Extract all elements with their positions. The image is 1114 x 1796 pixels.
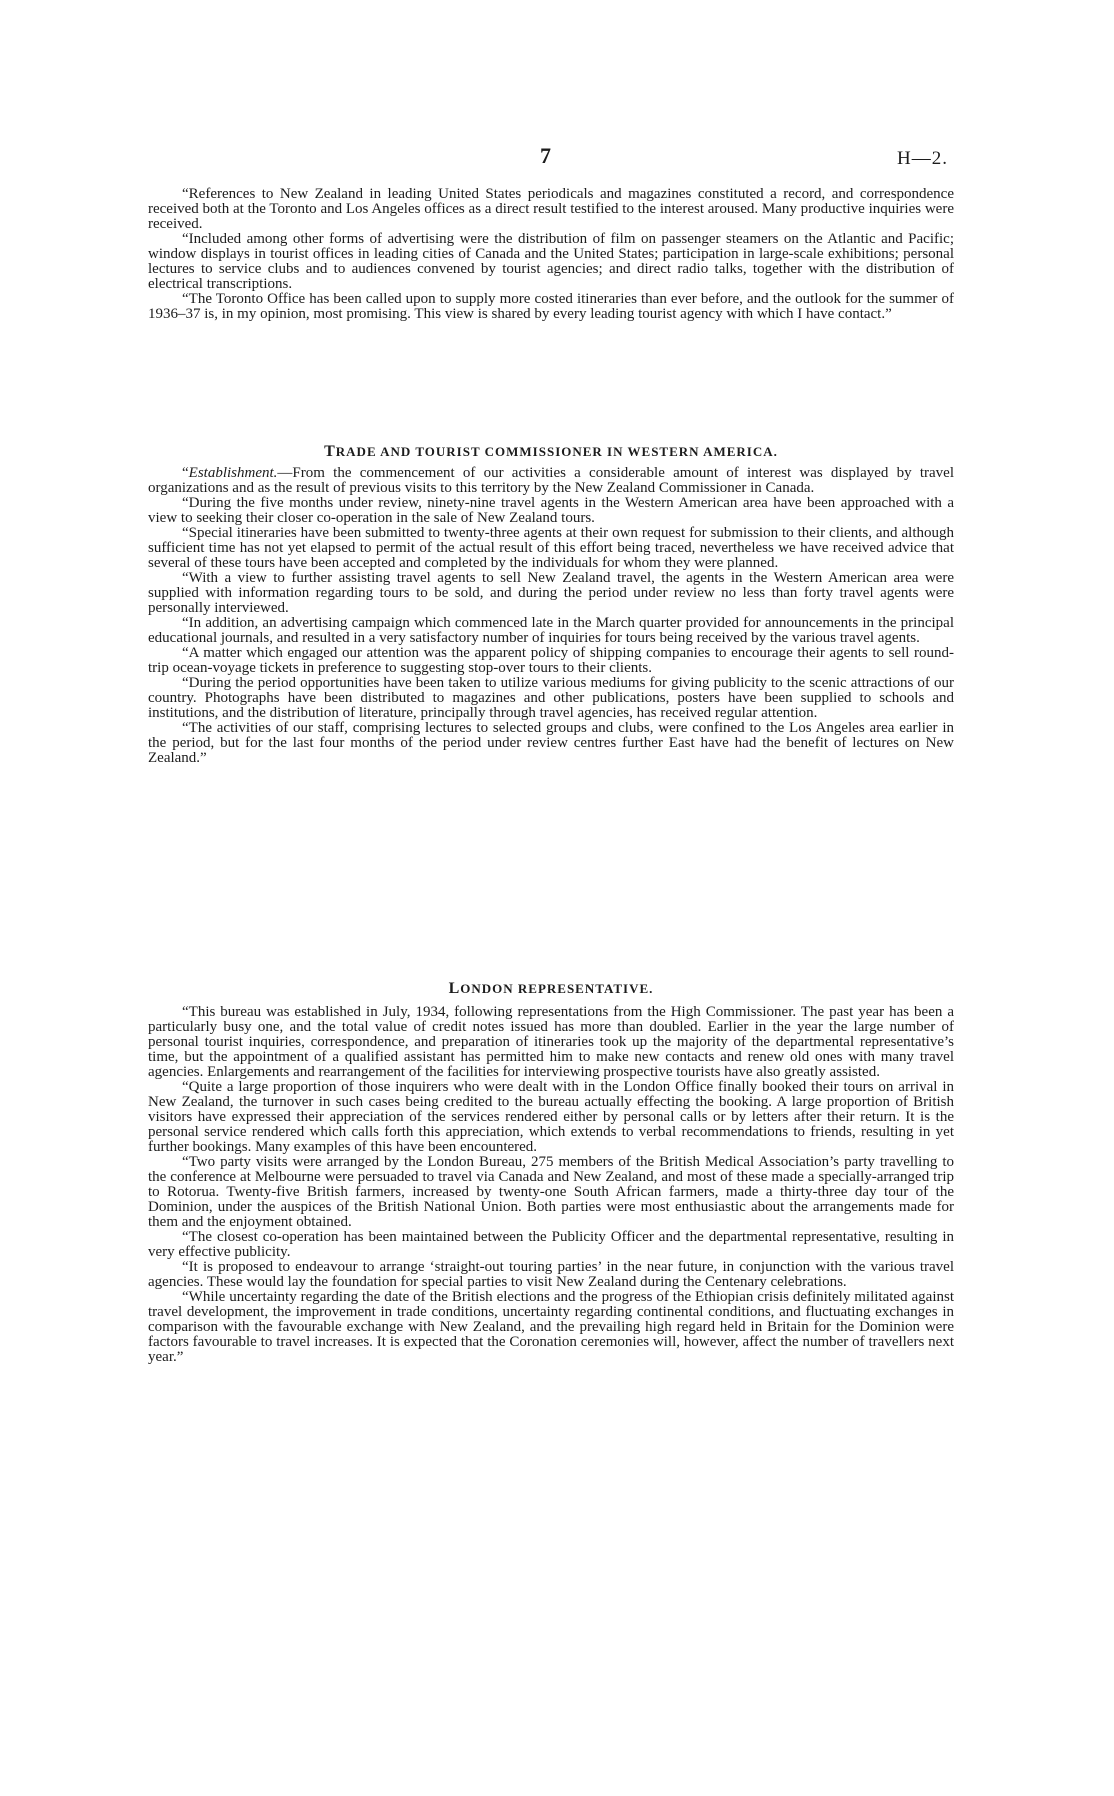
paragraph: “References to New Zealand in leading United States periodicals and magazines constituted a record, and correspondence received both at the Toronto and Los Angeles offices as a direct result testified to the interest aroused. Many productive inquiries were received. bbox=[148, 186, 954, 232]
paragraph: “The closest co-operation has been maintained between the Publicity Officer and the departmental representative, resulting in very effective publicity. bbox=[148, 1229, 954, 1260]
paragraph: “It is proposed to endeavour to arrange ‘straight-out touring parties’ in the near future, in conjunction with the various travel agencies. These would lay the foundation for special parties to visit New Zealand during the Centenary celebrations. bbox=[148, 1259, 954, 1290]
paragraph-lead-in: Establishment. bbox=[188, 465, 278, 481]
paragraph: “While uncertainty regarding the date of the British elections and the progress of the Ethiopian crisis definitely militated against travel development, the improvement in trade conditions, uncertainty regarding continental conditions, and fluctuating exchanges in comparison with the favourable exchange with New Zealand, and the prevailing high regard held in Britain for the Dominion were factors favourable to travel increases. It is expected that the Coronation ceremonies will, however, affect the number of travellers next year.” bbox=[148, 1289, 954, 1365]
paragraph: “Two party visits were arranged by the London Bureau, 275 members of the British Medical Association’s party travelling to the conference at Melbourne were persuaded to travel via Canada and New Zealand, and most of these made a specially-arranged trip to Rotorua. Twenty-five British farmers, increased by twenty-one South African farmers, made a thirty-three day tour of the Dominion, under the auspices of the British National Union. Both parties were most enthusiastic about the arrangements made for them and the enjoyment obtained. bbox=[148, 1154, 954, 1230]
document-reference: H—2. bbox=[897, 148, 948, 169]
opening-quote: “ bbox=[182, 465, 189, 481]
page-number: 7 bbox=[540, 143, 551, 168]
paragraph bbox=[148, 466, 954, 496]
paragraph: “Quite a large proportion of those inquirers who were dealt with in the London Office finally booked their tours on arrival in New Zealand, the turnover in such cases being credited to the bureau actually effecting the booking. A large proportion of British visitors have expressed their appreciation of the services rendered either by personal calls or by letters after their return. It is the personal service rendered which calls forth this appreciation, which extends to verbal recommendations to friends, resulting in yet further bookings. Many examples of this have been encountered. bbox=[148, 1079, 954, 1155]
paragraph: “During the five months under review, ninety-nine travel agents in the Western American area have been approached with a view to seeking their closer co-operation in the sale of New Zealand tours. bbox=[148, 495, 954, 526]
section-heading: TRADE AND TOURIST COMMISSIONER IN WESTERN AMERICA. bbox=[324, 443, 778, 460]
paragraph: “Special itineraries have been submitted to twenty-three agents at their own request for submission to their clients, and although sufficient time has not yet elapsed to permit of the actual result of this effort being traced, nevertheless we have received advice that several of these tours have been accepted and completed by the individuals for whom they were planned. bbox=[148, 525, 954, 571]
london-representative-section bbox=[148, 980, 954, 1365]
paragraph: “The activities of our staff, comprising lectures to selected groups and clubs, were confined to the Los Angeles area earlier in the period, but for the last four months of the period under review centres further East have had the benefit of lectures on New Zealand.” bbox=[148, 720, 954, 766]
toronto-office-section bbox=[148, 187, 954, 322]
paragraph: “During the period opportunities have been taken to utilize various mediums for giving publicity to the scenic attractions of our country. Photographs have been distributed to magazines and other publications, posters have been supplied to schools and institutions, and the distribution of literature, principally through travel agencies, has received regular attention. bbox=[148, 675, 954, 721]
paragraph-text: —From the commencement of our activities a considerable amount of interest was displayed by travel organizations and as the result of previous visits to this territory by the New Zealand Commissioner in Canada. bbox=[148, 465, 954, 496]
section-heading: LONDON REPRESENTATIVE. bbox=[448, 980, 654, 997]
western-america-section bbox=[148, 443, 954, 766]
paragraph: “The Toronto Office has been called upon to supply more costed itineraries than ever before, and the outlook for the summer of 1936–37 is, in my opinion, most promising. This view is shared by every leading tourist agency with which I have contact.” bbox=[148, 291, 954, 322]
paragraph: “In addition, an advertising campaign which commenced late in the March quarter provided for announcements in the principal educational journals, and resulted in a very satisfactory number of inquiries for tours being received by the various travel agents. bbox=[148, 615, 954, 646]
paragraph: “With a view to further assisting travel agents to sell New Zealand travel, the agents in the Western American area were supplied with information regarding tours to be sold, and during the period under review no less than forty travel agents were personally interviewed. bbox=[148, 570, 954, 616]
paragraph: “This bureau was established in July, 1934, following representations from the High Commissioner. The past year has been a particularly busy one, and the total value of credit notes issued has more than doubled. Earlier in the year the large number of personal tourist inquiries, correspondence, and preparation of itineraries took up the majority of the departmental representative’s time, but the appointment of a qualified assistant has permitted him to make new contacts and renew old ones with many travel agencies. Enlargements and rearrangement of the facilities for interviewing prospective tourists have also greatly assisted. bbox=[148, 1004, 954, 1080]
paragraph: “A matter which engaged our attention was the apparent policy of shipping companies to encourage their agents to sell round-trip ocean-voyage tickets in preference to suggesting stop-over tours to their clients. bbox=[148, 645, 954, 676]
paragraph: “Included among other forms of advertising were the distribution of film on passenger steamers on the Atlantic and Pacific; window displays in tourist offices in leading cities of Canada and the United States; participation in large-scale exhibitions; personal lectures to service clubs and to audiences convened by tourist agencies; and direct radio talks, together with the distribution of electrical transcriptions. bbox=[148, 231, 954, 292]
